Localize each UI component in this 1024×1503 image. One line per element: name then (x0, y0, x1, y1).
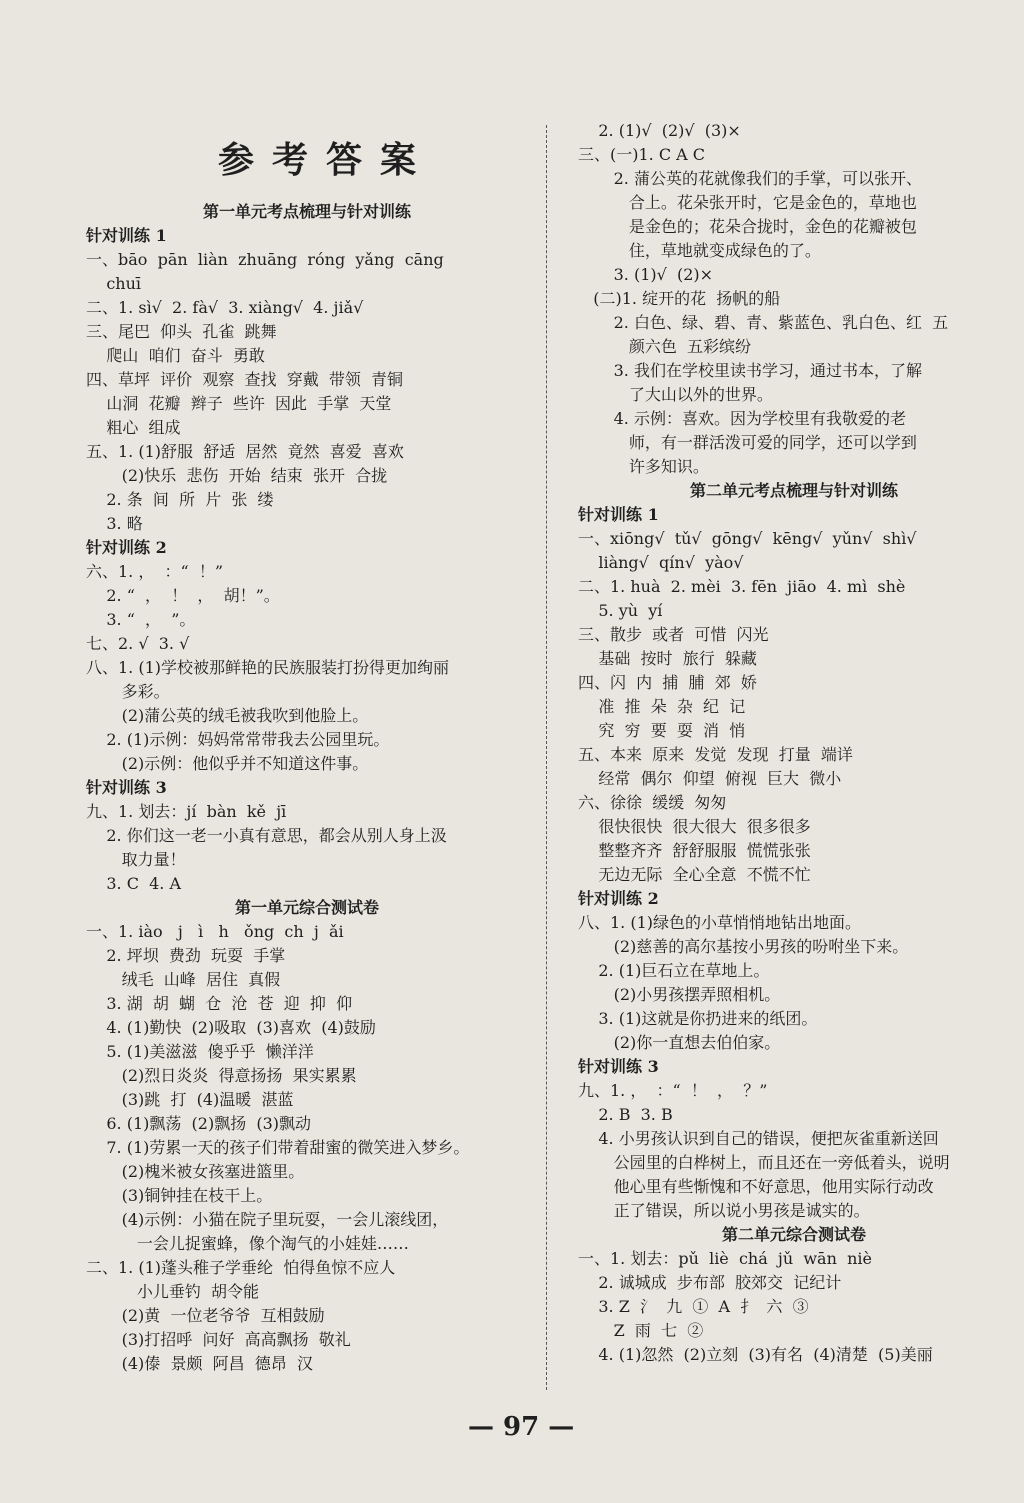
answer-line: (4)示例：小猫在院子里玩耍，一会儿滚线团， (86, 1210, 449, 1229)
answer-line: 4. (1)忽然 (2)立刻 (3)有名 (4)清楚 (5)美丽 (578, 1345, 933, 1364)
answer-line: 2. (1)巨石立在草地上。 (578, 961, 770, 980)
answer-line: 住，草地就变成绿色的了。 (578, 241, 821, 260)
answer-line: Z 雨 七 ② (578, 1321, 704, 1340)
section-title: 第一单元考点梳理与针对训练 (202, 202, 411, 221)
answer-line: (4)傣 景颇 阿昌 德昂 汉 (86, 1354, 313, 1373)
answer-line: 一会儿捉蜜蜂，像个淘气的小娃娃…… (86, 1234, 409, 1253)
answer-line: 粗心 组成 (86, 418, 181, 437)
subsection-title: 针对训练 2 (578, 889, 659, 908)
answer-line: (2)烈日炎炎 得意扬扬 果实累累 (86, 1066, 357, 1085)
answer-line: 究 穷 要 耍 消 悄 (578, 721, 746, 740)
answer-line: (3)铜钟挂在枝干上。 (86, 1186, 273, 1205)
answer-line: 3. 略 (86, 514, 143, 533)
answer-line: (2)慈善的高尔基按小男孩的吩咐坐下来。 (578, 937, 909, 956)
answer-line: (2)小男孩摆弄照相机。 (578, 985, 781, 1004)
left-column (86, 0, 528, 1420)
answer-line: 取力量！ (86, 850, 186, 869)
answer-line: 2. 坪坝 费劲 玩耍 手掌 (86, 946, 286, 965)
answer-line: 九、1. 划去：jí bàn kě jī (86, 802, 287, 821)
answer-line: 八、1. (1)学校被那鲜艳的民族服装打扮得更加绚丽 (86, 658, 450, 677)
answer-line: 5. yù yí (578, 601, 663, 620)
answer-line: 二、1. sì√ 2. fà√ 3. xiàng√ 4. jiǎ√ (86, 298, 364, 317)
column-divider (546, 125, 548, 1390)
answer-line: 5. (1)美滋滋 傻乎乎 懒洋洋 (86, 1042, 314, 1061)
answer-line: (3)打招呼 问好 高高飘扬 敬礼 (86, 1330, 351, 1349)
subsection-title: 针对训练 1 (578, 505, 659, 524)
answer-line: 七、2. √ 3. √ (86, 634, 190, 653)
answer-line: 了大山以外的世界。 (578, 385, 773, 404)
subsection-title: 针对训练 3 (86, 778, 167, 797)
answer-line: 4. 示例：喜欢。因为学校里有我敬爱的老 (578, 409, 906, 428)
answer-line: 五、本来 原来 发觉 发现 打量 端详 (578, 745, 853, 764)
answer-line: 2. (1)示例：妈妈常常带我去公园里玩。 (86, 730, 390, 749)
answer-line: (2)黄 一位老爷爷 互相鼓励 (86, 1306, 325, 1325)
answer-line: 很快很快 很大很大 很多很多 (578, 817, 811, 836)
section-title: 第二单元考点梳理与针对训练 (689, 481, 898, 500)
answer-line: 三、尾巴 仰头 孔雀 跳舞 (86, 322, 277, 341)
answer-line: 合上。花朵张开时，它是金色的，草地也 (578, 193, 917, 212)
answer-line: 准 推 朵 杂 纪 记 (578, 697, 746, 716)
answer-line: (2)示例：他似乎并不知道这件事。 (86, 754, 369, 773)
answer-line: (2)槐米被女孩塞进篮里。 (86, 1162, 305, 1181)
answer-line: 六、1. ， ：“ ！” (86, 562, 224, 581)
answer-line: 4. (1)勤快 (2)吸取 (3)喜欢 (4)鼓励 (86, 1018, 376, 1037)
answer-line: 八、1. (1)绿色的小草悄悄地钻出地面。 (578, 913, 862, 932)
answer-line: 绒毛 山峰 居住 真假 (86, 970, 281, 989)
answer-line: 三、散步 或者 可惜 闪光 (578, 625, 769, 644)
answer-line: 一、1. iào j ì h ǒng ch j ǎi (86, 922, 344, 941)
answer-line: 师，有一群活泼可爱的同学，还可以学到 (578, 433, 917, 452)
answer-line: (二)1. 绽开的花 扬帆的船 (578, 289, 781, 308)
answer-line: 3. (1)√ (2)× (578, 265, 714, 284)
right-column (578, 0, 1010, 1420)
answer-line: (2)蒲公英的绒毛被我吹到他脸上。 (86, 706, 369, 725)
answer-line: 二、1. huà 2. mèi 3. fēn jiāo 4. mì shè (578, 577, 906, 596)
section-title: 第一单元综合测试卷 (234, 898, 379, 917)
answer-line: 2. 白色、绿、碧、青、紫蓝色、乳白色、红 五 (578, 313, 949, 332)
answer-line: 正了错误，所以说小男孩是诚实的。 (578, 1201, 870, 1220)
answer-line: 2. 蒲公英的花就像我们的手掌，可以张开、 (578, 169, 922, 188)
answer-line: 山洞 花瓣 辫子 些许 因此 手掌 天堂 (86, 394, 392, 413)
subsection-title: 针对训练 3 (578, 1057, 659, 1076)
answer-line: 一、1. 划去：pǔ liè chá jǔ wān niè (578, 1249, 872, 1268)
answer-line: 五、1. (1)舒服 舒适 居然 竟然 喜爱 喜欢 (86, 442, 404, 461)
answer-line: (2)快乐 悲伤 开始 结束 张开 合拢 (86, 466, 388, 485)
answer-line: 是金色的；花朵合拢时，金色的花瓣被包 (578, 217, 917, 236)
answer-line: 6. (1)飘荡 (2)飘扬 (3)飘动 (86, 1114, 312, 1133)
answer-line: 公园里的白桦树上，而且还在一旁低着头，说明 (578, 1153, 950, 1172)
answer-line: 一、xiōng√ tǔ√ gōng√ kēng√ yǔn√ shì√ (578, 529, 917, 548)
answer-line: liàng√ qín√ yào√ (578, 553, 744, 572)
answer-line: (2)你一直想去伯伯家。 (578, 1033, 781, 1052)
answer-line: 基础 按时 旅行 躲藏 (578, 649, 757, 668)
answer-line: 一、bāo pān liàn zhuāng róng yǎng cāng (86, 250, 444, 269)
answer-line: 2. “ ， ！ ， 胡！”。 (86, 586, 280, 605)
answer-line: 2. 你们这一老一小真有意思，都会从别人身上汲 (86, 826, 447, 845)
answer-line: 2. (1)√ (2)√ (3)× (578, 121, 741, 140)
answer-line: (3)跳 打 (4)温暖 湛蓝 (86, 1090, 294, 1109)
answer-line: 六、徐徐 缓缓 匆匆 (578, 793, 727, 812)
answer-line: 许多知识。 (578, 457, 709, 476)
answer-line: 7. (1)劳累一天的孩子们带着甜蜜的微笑进入梦乡。 (86, 1138, 470, 1157)
answer-line: 3. C 4. A (86, 874, 182, 893)
answer-line: 三、(一)1. C A C (578, 145, 706, 164)
answer-line: 小儿垂钓 胡令能 (86, 1282, 260, 1301)
answer-line: chuī (86, 274, 142, 293)
answer-line: 颜六色 五彩缤纷 (578, 337, 752, 356)
answer-line: 二、1. (1)蓬头稚子学垂纶 怕得鱼惊不应人 (86, 1258, 396, 1277)
section-title: 第二单元综合测试卷 (721, 1225, 866, 1244)
answer-line: 3. Z 氵 九 ① A 扌 六 ③ (578, 1297, 809, 1316)
answer-line: 无边无际 全心全意 不慌不忙 (578, 865, 811, 884)
answer-line: 九、1. ， ：“ ！ ， ？” (578, 1081, 768, 1100)
answer-line: 4. 小男孩认识到自己的错误，便把灰雀重新送回 (578, 1129, 939, 1148)
answer-line: 2. B 3. B (578, 1105, 673, 1124)
subsection-title: 针对训练 1 (86, 226, 167, 245)
answer-line: 3. (1)这就是你扔进来的纸团。 (578, 1009, 818, 1028)
page-title: 参考答案 (218, 139, 435, 181)
answer-line: 2. 条 间 所 片 张 缕 (86, 490, 274, 509)
answer-line: 四、闪 内 捕 脯 郊 娇 (578, 673, 757, 692)
answer-line: 多彩。 (86, 682, 170, 701)
answer-line: 爬山 咱们 奋斗 勇敢 (86, 346, 265, 365)
answer-line: 经常 偶尔 仰望 俯视 巨大 微小 (578, 769, 842, 788)
answer-line: 他心里有些惭愧和不好意思，他用实际行动改 (578, 1177, 934, 1196)
subsection-title: 针对训练 2 (86, 538, 167, 557)
answer-line: 整整齐齐 舒舒服服 慌慌张张 (578, 841, 811, 860)
answer-line: 3. 湖 胡 蝴 仓 沧 苍 迎 抑 仰 (86, 994, 353, 1013)
answer-line: 3. 我们在学校里读书学习，通过书本，了解 (578, 361, 922, 380)
answer-line: 3. “ ， ”。 (86, 610, 196, 629)
answer-line: 四、草坪 评价 观察 查找 穿戴 带领 青铜 (86, 370, 404, 389)
page-number: — 97 — (468, 1412, 575, 1442)
answer-line: 2. 诚城成 步布部 胶郊交 记纪计 (578, 1273, 842, 1292)
